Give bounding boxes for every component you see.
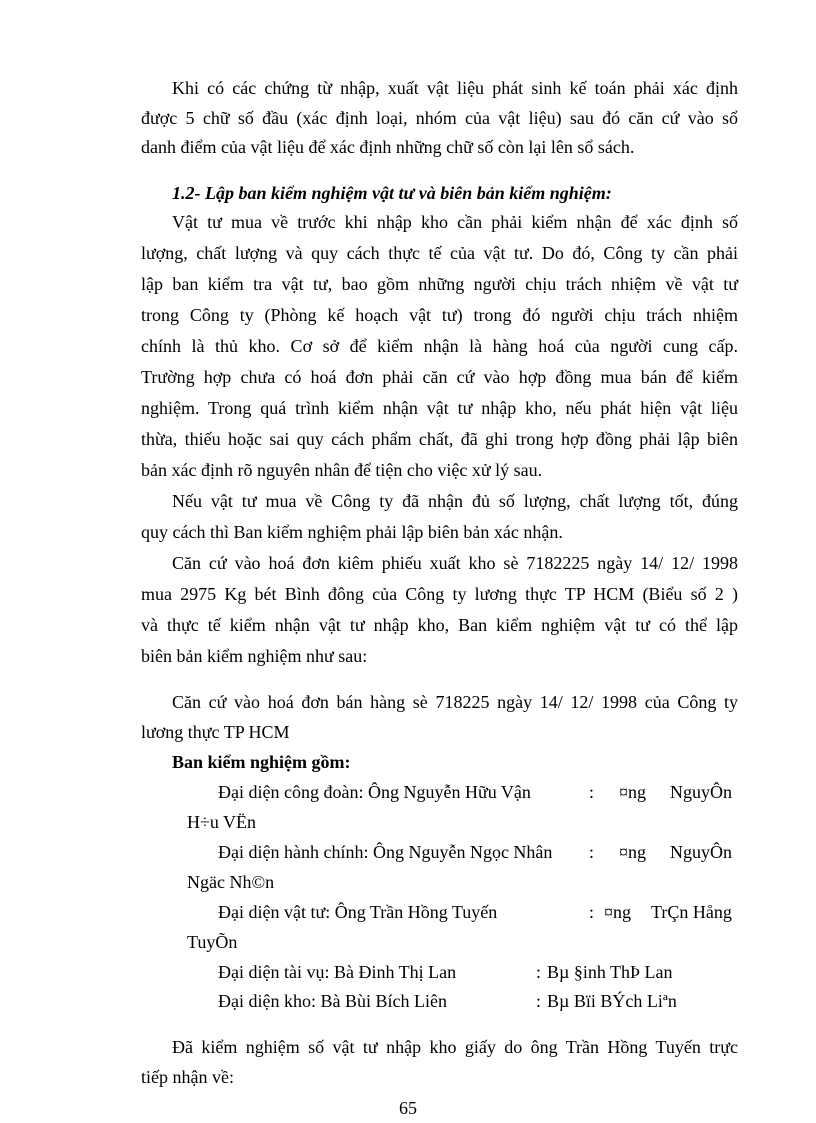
- member-garbled-name: Bµ Bïi BÝch Liªn: [547, 991, 677, 1011]
- p3-line-3: và thực tế kiểm nhận vật tư nhập kho, Ban kiểm nghiệm vật tư có thể lập: [141, 615, 738, 635]
- member-garbled-name: NguyÔn: [670, 782, 732, 802]
- p5-line-1: Đã kiểm nghiệm số vật tư nhập kho giấy do ông Trần Hồng Tuyến trực: [172, 1037, 738, 1057]
- member-garbled-continuation: Ngäc Nh©n: [187, 872, 275, 892]
- p1-line-9: bản xác định rõ nguyên nhân để tiện cho việc xử lý sau.: [141, 460, 543, 480]
- p1-line-6: Trường hợp chưa có hoá đơn phải căn cứ vào hợp đồng mua bán để kiểm: [141, 367, 738, 387]
- p3-line-1: Căn cứ vào hoá đơn kiêm phiếu xuất kho sè 7182225 ngày 14/ 12/ 1998: [172, 553, 738, 573]
- p2-line-1: Nếu vật tư mua về Công ty đã nhận đủ số lượng, chất lượng tốt, đúng: [172, 491, 738, 511]
- p1-line-7: nghiệm. Trong quá trình kiểm nhận vật tư nhập kho, nếu phát hiện vật liệu: [141, 398, 738, 418]
- p3-line-2: mua 2975 Kg bét Bình đông của Công ty lương thực TP HCM (Biểu số 2 ): [141, 584, 738, 604]
- p1-line-3: lập ban kiểm tra vật tư, bao gồm những người chịu trách nhiệm về vật tư: [141, 274, 738, 294]
- intro-line-1: Khi có các chứng từ nhập, xuất vật liệu phát sinh kế toán phải xác định: [172, 78, 738, 98]
- member-garbled-name: Bµ §inh ThÞ Lan: [547, 962, 673, 982]
- member-separator: :: [589, 902, 595, 922]
- member-role: Đại diện vật tư: Ông Trần Hồng Tuyến: [218, 902, 498, 922]
- member-garbled-name: NguyÔn: [670, 842, 732, 862]
- member-garbled-name: ¤ng: [619, 782, 646, 802]
- member-garbled-name: TrÇn Hång: [651, 902, 732, 922]
- member-garbled-continuation: TuyÕn: [187, 932, 238, 952]
- p5-line-2: tiếp nhận về:: [141, 1067, 234, 1087]
- p1-line-5: chính là thủ kho. Cơ sở để kiểm nhận là hàng hoá của người cung cấp.: [141, 336, 738, 356]
- member-separator: :: [536, 962, 542, 982]
- p1-line-4: trong Công ty (Phòng kế hoạch vật tư) trong đó người chịu trách nhiệm: [141, 305, 738, 325]
- intro-line-2: được 5 chữ số đầu (xác định loại, nhóm của vật liệu) sau đó căn cứ vào sổ: [141, 108, 738, 128]
- member-separator: :: [589, 842, 595, 862]
- committee-title: Ban kiểm nghiệm gồm:: [172, 752, 351, 772]
- member-role: Đại diện công đoàn: Ông Nguyễn Hữu Vận: [218, 782, 531, 802]
- member-separator: :: [589, 782, 595, 802]
- member-garbled-continuation: H÷u VËn: [187, 812, 257, 832]
- intro-line-3: danh điểm của vật liệu để xác định những chữ số còn lại lên sổ sách.: [141, 137, 635, 157]
- p4-line-2: lương thực TP HCM: [141, 722, 290, 742]
- member-role: Đại diện kho: Bà Bùi Bích Liên: [218, 991, 447, 1011]
- page-number: 65: [399, 1098, 417, 1118]
- member-role: Đại diện tài vụ: Bà Đinh Thị Lan: [218, 962, 457, 982]
- p1-line-8: thừa, thiếu hoặc sai quy cách phẩm chất, đã ghi trong hợp đồng phải lập biên: [141, 429, 738, 449]
- member-role: Đại diện hành chính: Ông Nguyễn Ngọc Nhân: [218, 842, 553, 862]
- member-garbled-name: ¤ng: [619, 842, 646, 862]
- member-garbled-name: ¤ng: [604, 902, 631, 922]
- p4-line-1: Căn cứ vào hoá đơn bán hàng sè 718225 ngày 14/ 12/ 1998 của Công ty: [172, 692, 738, 712]
- p1-line-2: lượng, chất lượng và quy cách thực tế của vật tư. Do đó, Công ty cần phải: [141, 243, 738, 263]
- p1-line-1: Vật tư mua về trước khi nhập kho cần phải kiểm nhận để xác định số: [172, 212, 738, 232]
- section-heading: 1.2- Lập ban kiểm nghiệm vật tư và biên bản kiểm nghiệm:: [172, 183, 612, 203]
- p2-line-2: quy cách thì Ban kiểm nghiệm phải lập biên bản xác nhận.: [141, 522, 563, 542]
- member-separator: :: [536, 991, 542, 1011]
- p3-line-4: biên bản kiểm nghiệm như sau:: [141, 646, 368, 666]
